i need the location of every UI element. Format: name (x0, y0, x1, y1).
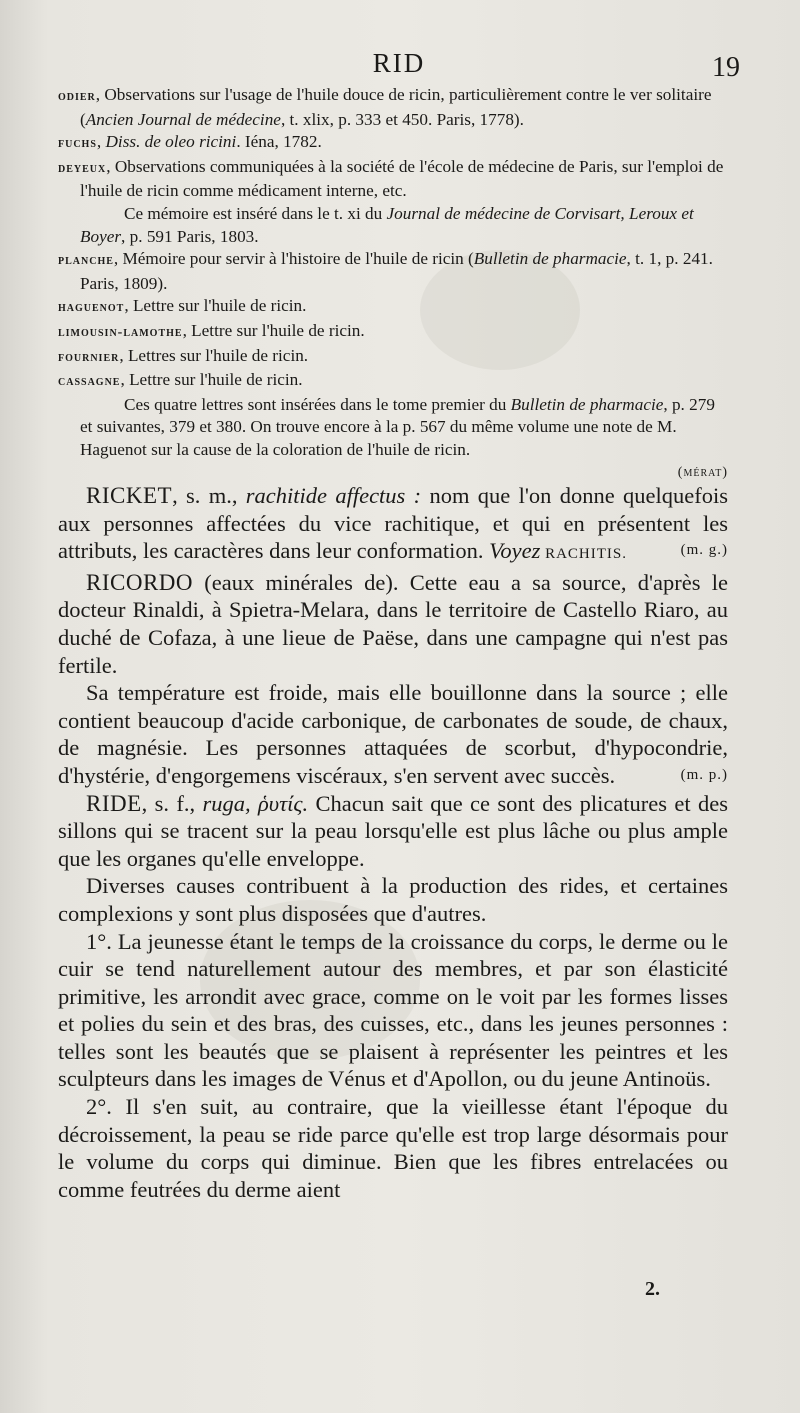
entry-paragraph (58, 679, 728, 789)
entry-paragraph: Diverses causes contribuent à la production des rides, et certaines complexions y sont plus disposées que d'autres. (58, 873, 728, 926)
entry-latin: rachitide affectus : (245, 483, 422, 508)
reference-author: fournier (58, 349, 120, 365)
reference-item (58, 131, 728, 156)
entry-grammar: , s. f., (141, 790, 203, 816)
entry-latin: ruga, ῥυτίς. (202, 790, 309, 816)
signature-mark: 2. (645, 1278, 660, 1300)
note-text: Ces quatre lettres sont insérées dans le tome premier du (124, 394, 511, 414)
cross-reference: RACHITIS. (540, 546, 627, 563)
entry-grammar: , s. m., (172, 483, 246, 508)
entry-ride (58, 790, 728, 873)
running-head: RID (372, 48, 426, 78)
reference-journal: Diss. de oleo ricini (105, 132, 237, 152)
note-text: Ce mémoire est inséré dans le t. xi du (124, 203, 387, 223)
dictionary-text (58, 482, 728, 1203)
reference-item (58, 156, 728, 203)
entry-headword: RIDE (86, 790, 142, 816)
reference-text: , Lettre sur l'huile de ricin. (124, 296, 307, 316)
entry-paragraph: 2°. Il s'en suit, au contraire, que la vieillesse étant l'époque du décroissement, la peau se ride parce qu'elle est trop large désormais pour le volume du corps qui diminue. Bien que les fibres entrelacées ou comme feutrées du derme aient (58, 1094, 728, 1202)
reference-author: deyeux (58, 160, 107, 176)
reference-author: cassagne (58, 374, 121, 390)
entry-ricordo (58, 569, 728, 679)
page-number: 19 (712, 52, 740, 83)
reference-author: haguenot (58, 300, 125, 316)
entry-text: Chacun sait que ce sont des plicatures et des sillons qui se tracent sur la peau lorsqu'elle est plus lâche ou plus ample que les organes qu'elle enveloppe. (58, 790, 728, 871)
note-text: , p. 591 Paris, 1803. (121, 226, 259, 246)
entry-paragraph: 1°. La jeunesse étant le temps de la croissance du corps, le derme ou le cuir se tend naturellement autour des membres, et par son élasticité primitive, les arrondit avec grace, comme on le voit par les formes lisses et polies du sein et des bras, des cuisses, etc., dans les jeunes personnes : telles sont les beautés que se plaisent à représenter les peintres et les sculpteurs dans les images de Vénus et d'Apollon, ou du jeune Antinoüs. (58, 928, 728, 1092)
entry-text: (eaux minérales de). Cette eau a sa source, d'après le docteur Rinaldi, à Spietra-Melara, dans le territoire de Castello Riaro, au duché de Cofaza, à une lieue de Paëse, dans une campagne qui n'est pas fertile. (58, 569, 728, 678)
reference-item (58, 320, 728, 345)
reference-text: , Lettre sur l'huile de ricin. (120, 370, 303, 390)
entry-headword: RICORDO (86, 569, 194, 595)
reference-item (58, 295, 728, 320)
reference-author: planche (58, 253, 114, 269)
entry-ricket (58, 482, 728, 569)
author-signature: (m. p.) (680, 766, 728, 783)
entry-text: nom que l'on donne quelquefois aux personnes affectées du vice rachitique, et qui en présentent les attributs, les caractères dans leur conformation. (58, 483, 728, 564)
reference-text: , (96, 132, 106, 152)
note-text: , p. 279 et suivantes, 379 et 380. On trouve encore à la p. 567 du même volume une note de M. Haguenot sur la cause de la coloration de l'huile de ricin. (80, 394, 715, 459)
note-journal: Bulletin de pharmacie (510, 394, 664, 414)
page-header (58, 44, 740, 84)
reference-author: odier (58, 89, 96, 104)
reference-item (58, 248, 728, 295)
author-signature: (m. g.) (680, 542, 728, 559)
note-journal: Journal de médecine de Corvisart, Leroux et Boyer (80, 203, 694, 246)
reference-note (58, 203, 728, 248)
reference-item (58, 369, 728, 394)
reference-text: , Lettre sur l'huile de ricin. (182, 320, 365, 340)
reference-author: fuchs (58, 136, 97, 152)
reference-text: , Observations sur l'usage de l'huile douce de ricin, particulièrement contre le ver solitaire ( (80, 85, 712, 129)
cross-reference-label: Voyez (489, 538, 541, 564)
reference-tail: . Iéna, 1782. (236, 132, 322, 152)
entry-headword: RICKET (86, 483, 173, 508)
reference-text: , Mémoire pour servir à l'histoire de l'huile de ricin ( (113, 249, 474, 269)
reference-tail: , t. xlix, p. 333 et 450. Paris, 1778). (280, 109, 524, 129)
reference-journal: Bulletin de pharmacie (473, 249, 627, 269)
bibliography (58, 84, 728, 484)
reference-tail: , t. 1, p. 241. Paris, 1809). (80, 249, 713, 293)
reference-author: limousin-lamothe (58, 324, 183, 340)
reference-text: , Observations communiquées à la société de l'école de médecine de Paris, sur l'emploi de l'huile de ricin comme médicament interne, etc. (80, 156, 724, 201)
reference-journal: Ancien Journal de médecine (85, 109, 281, 129)
reference-item (58, 345, 728, 370)
reference-item (58, 84, 728, 131)
reference-text: , Lettres sur l'huile de ricin. (119, 345, 309, 365)
author-signature: (mérat) (677, 464, 728, 480)
reference-note (58, 394, 728, 462)
entry-text: Sa température est froide, mais elle bouillonne dans la source ; elle contient beaucoup d'acide carbonique, de carbonates de soude, de chaux, de magnésie. Les personnes attaquées de scorbut, d'hypocondrie, d'hystérie, d'engorgemens viscéraux, s'en servent avec succès. (58, 680, 728, 788)
